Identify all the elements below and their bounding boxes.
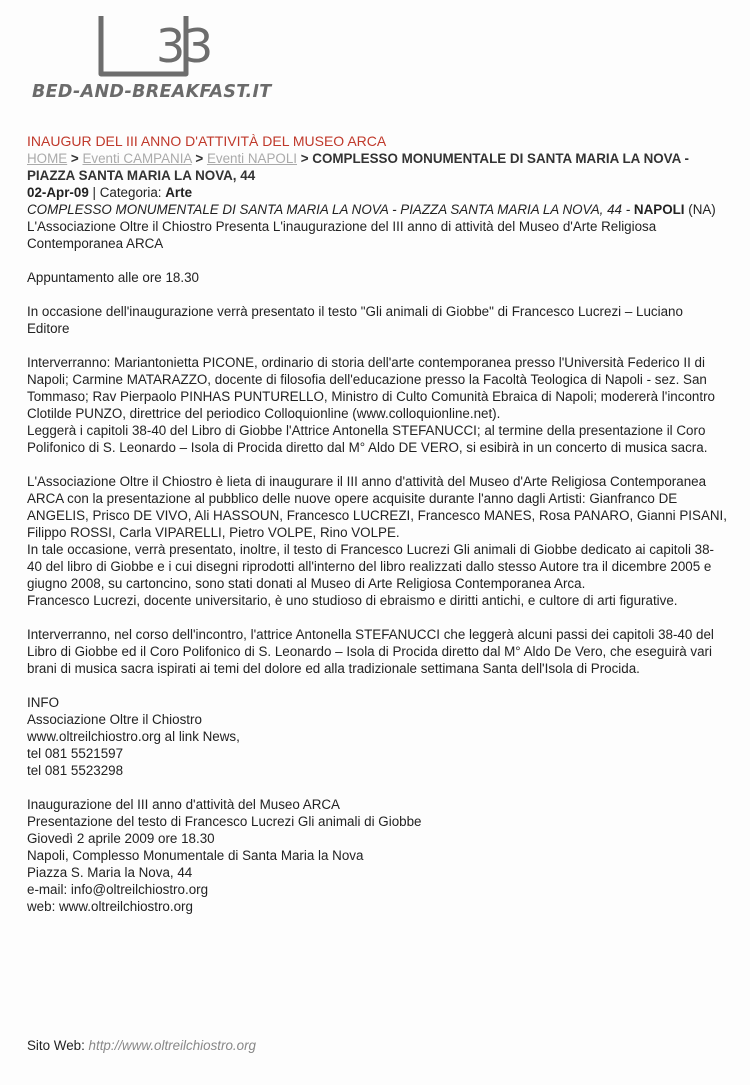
breadcrumb-home-link[interactable]: HOME <box>27 151 68 166</box>
body-paragraph: Interverranno, nel corso dell'incontro, l'attrice Antonella STEFANUCCI che leggerà alcuni passi dei capitoli 38-40 del Libro di Giobbe ed il Coro Polifonico di S. Leonardo – Isola di Procida diretto dal M° Aldo De Vero, che eseguirà vari brani di musica sacra ispirati ai temi del dolore ed alla tradizionale settimana Santa dell'Isola di Procida. <box>27 627 714 676</box>
breadcrumb <box>27 150 727 184</box>
info-org: Associazione Oltre il Chiostro <box>27 712 202 727</box>
info-tel: tel 081 5521597 <box>27 746 124 761</box>
summary-web: web: www.oltreilchiostro.org <box>27 899 193 914</box>
body-paragraph: Leggerà i capitoli 38-40 del Libro di Giobbe l'Attrice Antonella STEFANUCCI; al termine della presentazione il Coro Polifonico di S. Leonardo – Isola di Procida diretto dal M° Aldo DE VERO, si esibirà in un concerto di musica sacra. <box>27 423 708 455</box>
event-article <box>27 133 727 915</box>
breadcrumb-current: COMPLESSO MONUMENTALE DI SANTA MARIA LA NOVA - PIAZZA SANTA MARIA LA NOVA, 44 <box>27 151 689 183</box>
body-paragraph: Interverranno: Mariantonietta PICONE, ordinario di storia dell'arte contemporanea presso l'Università Federico II di Napoli; Carmine MATARAZZO, docente di filosofia dell'educazione presso la Facoltà Teologica di Napoli - sez. San Tommaso; Rav Pierpaolo PINHAS PUNTURELLO, Ministro di Culto Comunità Ebraica di Napoli; modererà l'incontro Clotilde PUNZO, direttrice del periodico Colloquionline (www.colloquionline.net). <box>27 355 715 421</box>
event-category: Arte <box>165 185 193 200</box>
event-title: INAUGUR DEL III ANNO D'ATTIVITÀ DEL MUSEO ARCA <box>27 133 387 149</box>
svg-text:3: 3 <box>184 19 214 73</box>
site-web-link[interactable]: http://www.oltreilchiostro.org <box>88 1038 256 1053</box>
site-web-label: Sito Web: <box>27 1038 85 1053</box>
summary-line: Napoli, Complesso Monumentale di Santa Maria la Nova <box>27 848 364 863</box>
svg-text:3: 3 <box>156 19 186 73</box>
bed-and-breakfast-logo-icon <box>98 10 218 82</box>
site-web <box>27 1037 256 1054</box>
body-paragraph: Francesco Lucrezi, docente universitario, è uno studioso di ebraismo e diritti antichi, e cultore di arti figurative. <box>27 593 678 608</box>
category-label: | Categoria: <box>92 185 162 200</box>
venue-province: (NA) <box>688 202 716 217</box>
site-logo[interactable] <box>32 10 282 110</box>
breadcrumb-city-link[interactable]: Eventi NAPOLI <box>206 151 297 166</box>
info-web-news: www.oltreilchiostro.org al link News, <box>27 729 240 744</box>
breadcrumb-separator: > <box>195 151 204 166</box>
info-tel: tel 081 5523298 <box>27 763 124 778</box>
body-paragraph: Appuntamento alle ore 18.30 <box>27 270 199 285</box>
info-block <box>27 694 727 779</box>
body-paragraph: In occasione dell'inaugurazione verrà presentato il testo "Gli animali di Giobbe" di Francesco Lucrezi – Luciano Editore <box>27 304 683 336</box>
event-venue <box>27 201 727 218</box>
body-paragraph: L'Associazione Oltre il Chiostro Presenta L'inaugurazione del III anno di attività del Museo d'Arte Religiosa Contemporanea ARCA <box>27 219 657 251</box>
summary-line: Inaugurazione del III anno d'attività del Museo ARCA <box>27 797 340 812</box>
breadcrumb-separator: > <box>300 151 309 166</box>
body-paragraph: In tale occasione, verrà presentato, inoltre, il testo di Francesco Lucrezi Gli animali di Giobbe dedicato ai capitoli 38-40 del libro di Giobbe e i cui disegni riprodotti all'interno del libro realizzati dallo stesso Autore tra il dicembre 2005 e giugno 2008, su cartoncino, sono stati donati al Museo di Arte Religiosa Contemporanea Arca. <box>27 542 714 591</box>
logo-text: BED-AND-BREAKFAST.IT <box>32 82 272 102</box>
summary-email: e-mail: info@oltreilchiostro.org <box>27 882 209 897</box>
venue-city: NAPOLI <box>633 202 685 217</box>
event-date: 02-Apr-09 <box>27 185 89 200</box>
body-paragraph: L'Associazione Oltre il Chiostro è lieta di inaugurare il III anno d'attività del Museo d'Arte Religiosa Contemporanea ARCA con la presentazione al pubblico delle nuove opere acquisite durante l'anno dagli Artisti: Gianfranco DE ANGELIS, Prisco DE VIVO, Ali HASSOUN, Francesco LUCREZI, Francesco MANES, Rosa PANARO, Gianni PISANI, Filippo ROSSI, Carla VIPARELLI, Pietro VOLPE, Rino VOLPE. <box>27 474 727 540</box>
breadcrumb-separator: > <box>70 151 79 166</box>
summary-block <box>27 796 727 915</box>
summary-line: Piazza S. Maria la Nova, 44 <box>27 865 193 880</box>
event-meta <box>27 184 727 201</box>
breadcrumb-region-link[interactable]: Eventi CAMPANIA <box>82 151 192 166</box>
venue-name: COMPLESSO MONUMENTALE DI SANTA MARIA LA NOVA - PIAZZA SANTA MARIA LA NOVA, 44 - <box>27 202 631 217</box>
summary-line: Presentazione del testo di Francesco Lucrezi Gli animali di Giobbe <box>27 814 422 829</box>
info-heading: INFO <box>27 695 59 710</box>
summary-line: Giovedì 2 aprile 2009 ore 18.30 <box>27 831 215 846</box>
